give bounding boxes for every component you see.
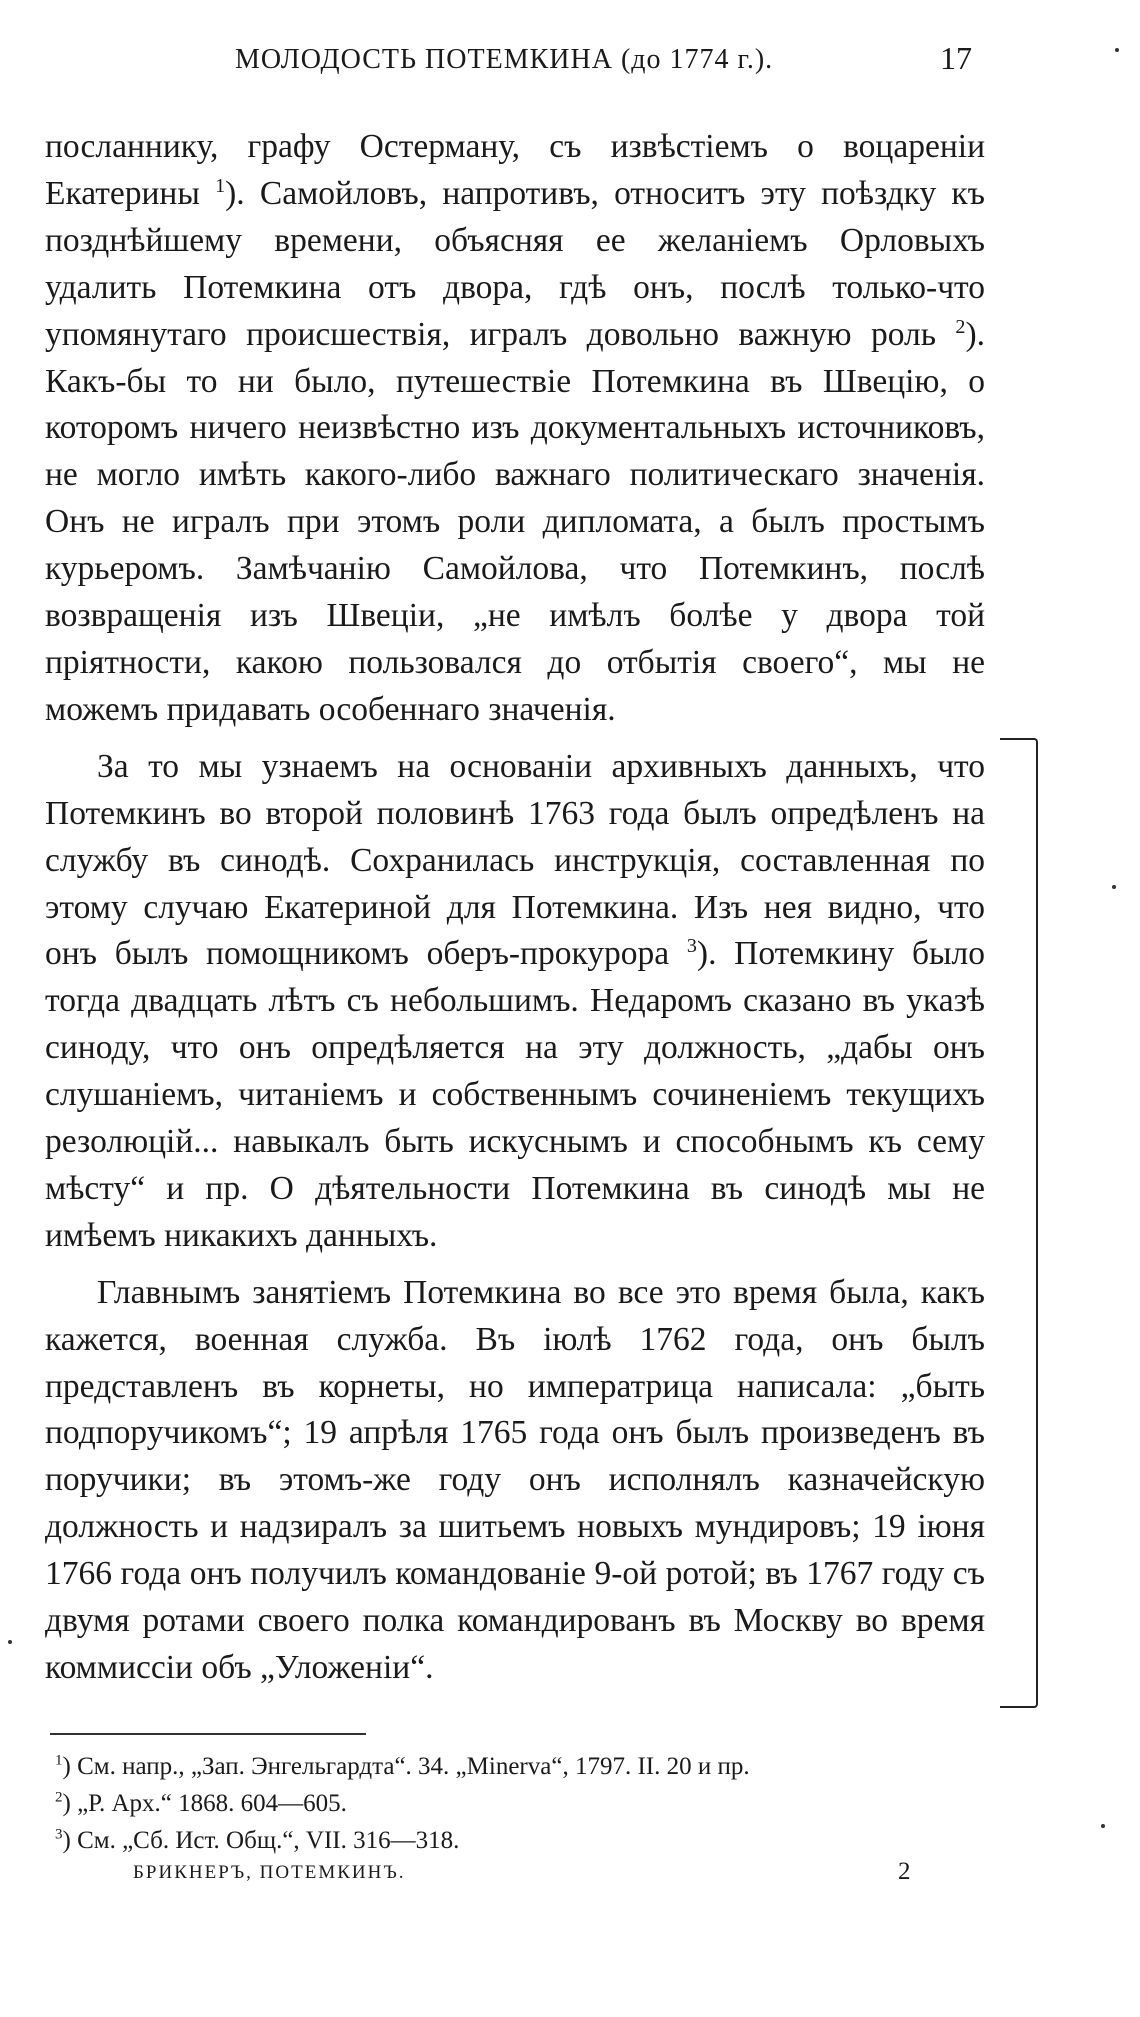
footnote-ref-1: 1 [215,174,226,197]
footnote-mark: 3 [55,1826,63,1843]
scan-speck [1112,885,1116,889]
footnote-2 [55,1785,975,1822]
paragraph-1-text-b: ). Самойловъ, напротивъ, относитъ эту поѣздку къ позднѣйшему времени, объясняя ее желаніемъ Орловыхъ удалить Потемкина отъ двора, гдѣ онъ, послѣ только-что упомянутаго происшествія, игралъ довольно важную роль [45,174,986,353]
main-text [45,124,985,1692]
footnote-text: ) „Р. Арх.“ 1868. 604—605. [62,1790,347,1817]
footnote-ref-2: 2 [955,315,966,338]
scan-speck [1101,1824,1105,1828]
footnote-mark: 1 [55,1752,63,1769]
footnote-1 [55,1748,975,1785]
printer-signature: БРИКНЕРЪ, ПОТЕМКИНЪ. [133,1862,406,1883]
footnote-text: ) См. напр., „Зап. Энгельгардта“. 34. „Minerva“, 1797. II. 20 и пр. [62,1753,750,1780]
page-number: 17 [940,40,972,76]
footnote-3 [55,1822,975,1859]
paragraph-2-text-a: За то мы узнаемъ на основаніи архивныхъ данныхъ, что Потемкинъ во второй половинѣ 1763 года былъ опредѣленъ на службу въ синодѣ. Сохранилась инструкція, составленная по этому случаю Екатериной для Потемкина. Изъ нея видно, что онъ былъ помощникомъ оберъ-прокурора [45,747,985,973]
footnote-ref-3: 3 [686,935,697,958]
paragraph-3 [45,1270,985,1692]
scan-speck [1115,48,1119,52]
margin-bracket [1000,738,1038,1708]
paragraph-1-text-c: ). Какъ-бы то ни было, путешествіе Потемкина въ Швецію, о которомъ ничего неизвѣстно изъ документальныхъ источниковъ, не могло имѣть какого-либо важнаго политическаго значенія. Онъ не игралъ при этомъ роли дипломата, а былъ простымъ курьеромъ. Замѣчанію Самойлова, что Потемкинъ, послѣ возвращенія изъ Швеціи, „не имѣлъ болѣе у двора той пріятности, какою пользовался до отбытія своего“, мы не можемъ придавать особеннаго значенія. [45,315,985,728]
footnotes [55,1748,975,1859]
footnote-rule [50,1733,366,1735]
footnote-mark: 2 [55,1789,63,1806]
paragraph-2-text-b: ). Потемкину было тогда двадцать лѣтъ съ небольшимъ. Недаромъ сказано въ указѣ синоду, что онъ опредѣляется на эту должность, „дабы онъ слушаніемъ, читаніемъ и собственнымъ сочиненіемъ текущихъ резолюцій... навыкалъ быть искуснымъ и способнымъ къ сему мѣсту“ и пр. О дѣятельности Потемкина въ синодѣ мы не имѣемъ никакихъ данныхъ. [45,935,985,1254]
sheet-number: 2 [898,1858,911,1885]
scan-speck [8,1640,12,1644]
footnote-text: ) См. „Сб. Ист. Общ.“, VII. 316—318. [62,1827,460,1854]
paragraph-1-text-a: посланнику, графу Остерману, съ извѣстіемъ о воцареніи Екатерины [45,128,985,212]
running-title: МОЛОДОСТЬ ПОТЕМКИНА (до 1774 г.). [235,44,774,75]
paragraph-2 [45,744,985,1260]
paragraph-3-text: Главнымъ занятіемъ Потемкина во все это время была, какъ кажется, военная служба. Въ іюлѣ 1762 года, онъ былъ представленъ въ корнеты, но императрица написала: „быть подпоручикомъ“; 19 апрѣля 1765 года онъ былъ произведенъ въ поручики; въ этомъ-же году онъ исполнялъ казначейскую должность и надзиралъ за шитьемъ новыхъ мундировъ; 19 іюня 1766 года онъ получилъ командованіе 9-ой ротой; въ 1767 году съ двумя ротами своего полка командированъ въ Москву во время коммиссіи объ „Уложеніи“. [45,1273,985,1686]
paragraph-1 [45,124,985,734]
